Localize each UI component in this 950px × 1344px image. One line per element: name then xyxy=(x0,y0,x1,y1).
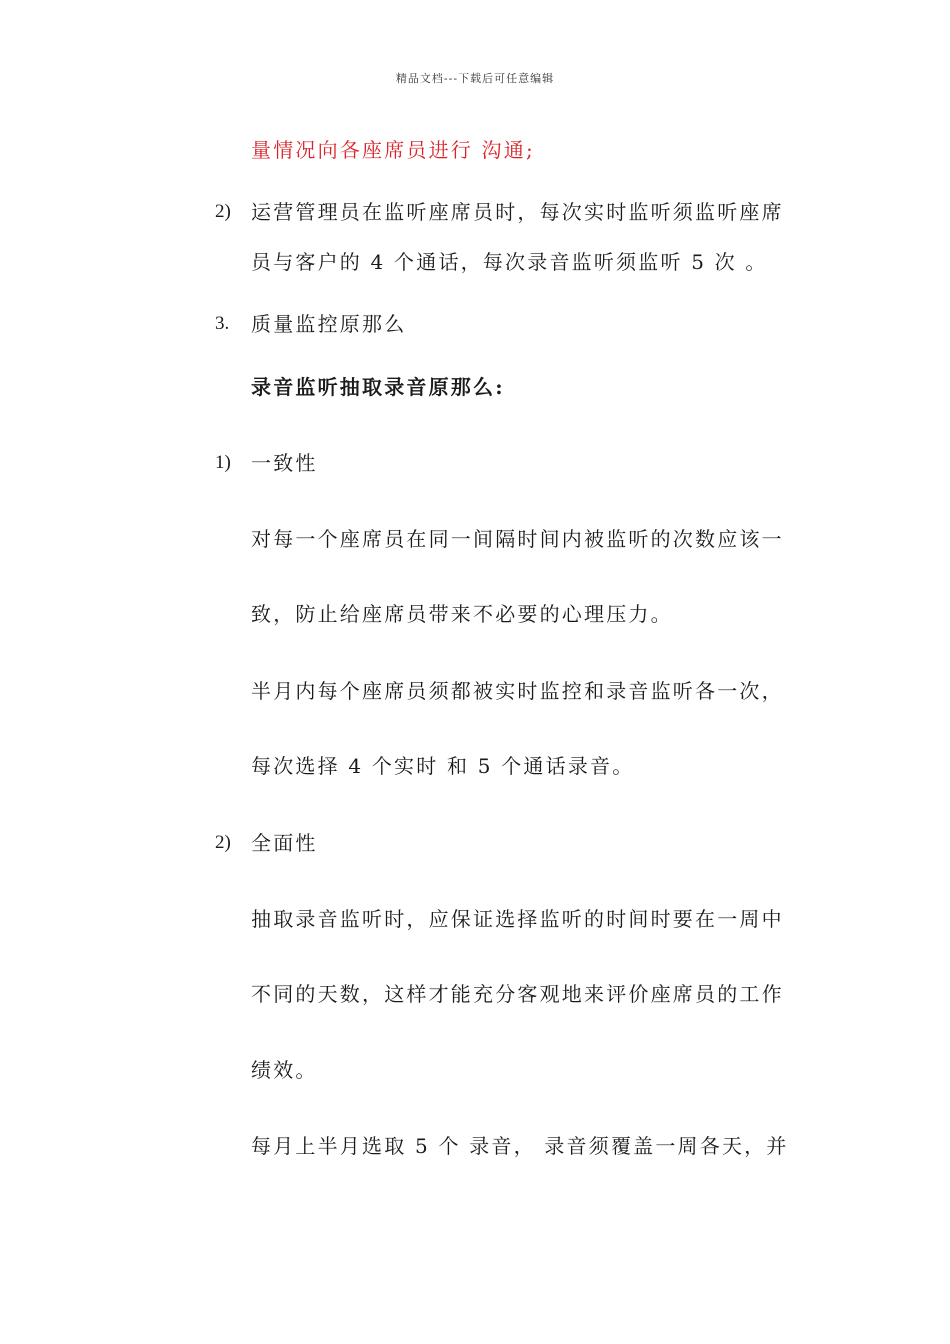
subsection-heading: 录音监听抽取录音原那么: xyxy=(251,375,505,399)
item-heading: 全面性 xyxy=(251,831,318,855)
item-heading: 一致性 xyxy=(251,451,318,475)
text-line: 不同的天数，这样才能充分客观地来评价座席员的工作 xyxy=(251,982,784,1006)
list-number: 3. xyxy=(215,313,230,334)
section-heading: 质量监控原那么 xyxy=(251,312,407,336)
text-line: 员与客户的 4 个通话，每次录音监听须监听 5 次 。 xyxy=(251,250,768,274)
text-line: 致，防止给座席员带来不必要的心理压力。 xyxy=(251,602,673,626)
list-number: 2) xyxy=(215,201,231,222)
text-line: 量情况向各座席员进行 沟通; xyxy=(251,138,535,162)
text-line: 抽取录音监听时，应保证选择监听的时间时要在一周中 xyxy=(251,907,784,931)
list-number: 2) xyxy=(215,832,231,853)
text-line: 运营管理员在监听座席员时，每次实时监听须监听座席 xyxy=(251,200,784,224)
text-line: 每月上半月选取 5 个 录音， 录音须覆盖一周各天，并 xyxy=(251,1134,789,1158)
list-number: 1) xyxy=(215,452,231,473)
page-header: 精品文档---下载后可任意编辑 xyxy=(395,72,555,85)
text-line: 半月内每个座席员须都被实时监控和录音监听各一次， xyxy=(251,679,784,703)
text-line: 绩效。 xyxy=(251,1058,318,1082)
text-line: 对每一个座席员在同一间隔时间内被监听的次数应该一 xyxy=(251,527,784,551)
text-line: 每次选择 4 个实时 和 5 个通话录音。 xyxy=(251,754,635,778)
